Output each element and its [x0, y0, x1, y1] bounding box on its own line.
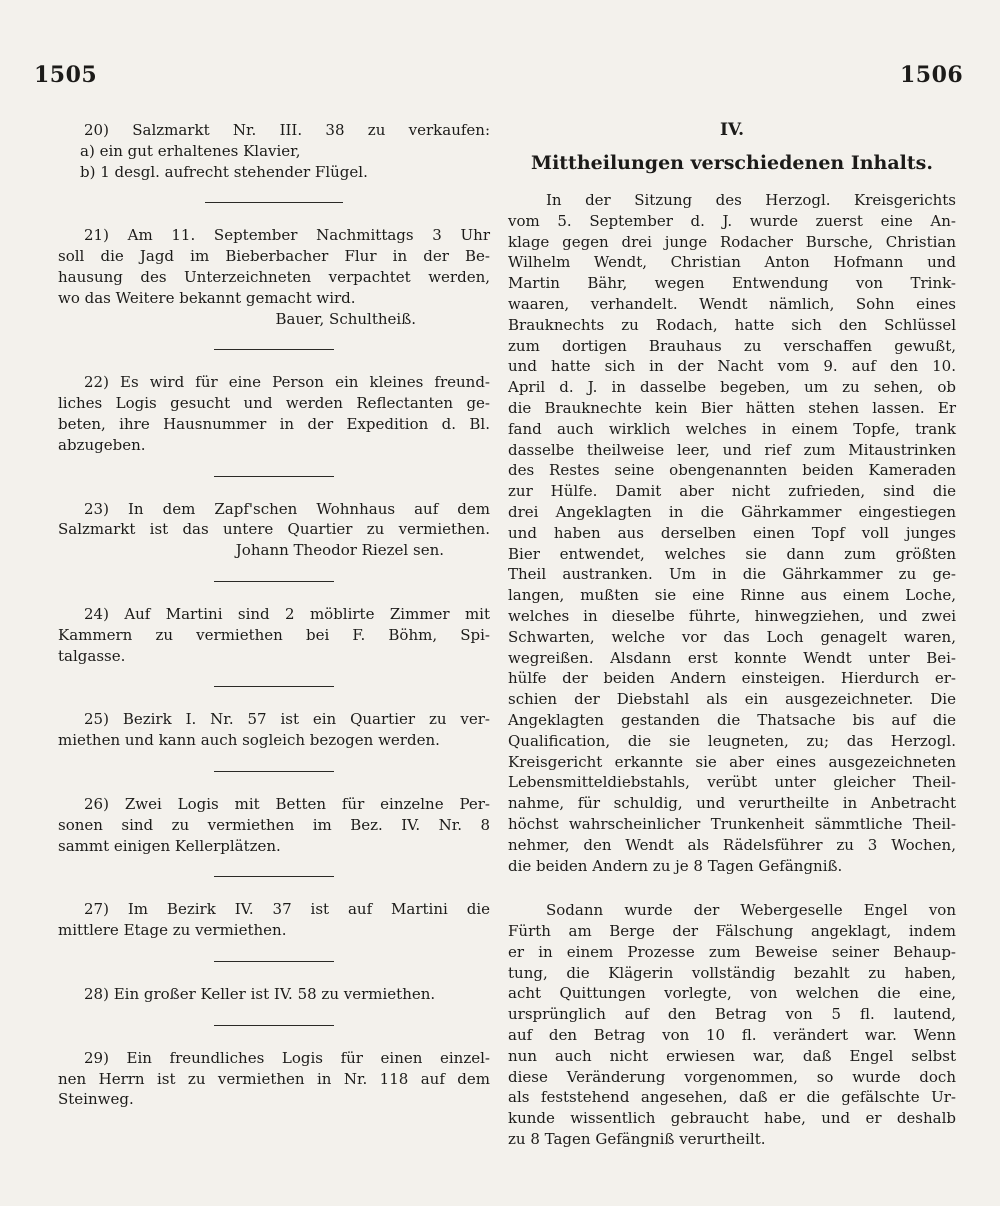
- divider-rule: [214, 961, 334, 962]
- article-line: hülfe der beiden Andern einsteigen. Hierdurch er-: [508, 669, 956, 688]
- ad-line: Steinweg.: [58, 1090, 134, 1109]
- ad-26: [58, 794, 490, 856]
- article-paragraph-forgery-case: [508, 900, 956, 1150]
- article-line: die Brauknechte kein Bier hätten stehen lassen. Er: [508, 398, 956, 417]
- article-line: acht Quittungen vorlegte, von welchen die eine,: [508, 984, 956, 1003]
- ad-signature: Johann Theodor Riezel sen.: [235, 541, 444, 560]
- ad-line: 23) In dem Zapf'schen Wohnhaus auf dem: [84, 499, 490, 518]
- article-line: nehmer, den Wendt als Rädelsführer zu 3 Wochen,: [508, 835, 956, 854]
- article-line: zur Hülfe. Damit aber nicht zufrieden, sind die: [508, 482, 956, 501]
- ad-line: nen Herrn ist zu vermiethen in Nr. 118 auf dem: [58, 1069, 490, 1088]
- article-line: Martin Bähr, wegen Entwendung von Trink-: [508, 274, 956, 293]
- article-line: Sodann wurde der Webergeselle Engel von: [546, 901, 956, 920]
- ad-line: 21) Am 11. September Nachmittags 3 Uhr: [84, 226, 490, 245]
- ad-27: [58, 899, 490, 941]
- ad-line: mittlere Etage zu vermiethen.: [58, 921, 287, 940]
- ad-line: 22) Es wird für eine Person ein kleines freund-: [84, 373, 490, 392]
- divider-rule: [214, 876, 334, 877]
- article-line: Brauknechts zu Rodach, hatte sich den Schlüssel: [508, 315, 956, 334]
- ad-line: abzugeben.: [58, 435, 146, 454]
- ad-line: 29) Ein freundliches Logis für einen einzel-: [84, 1048, 490, 1067]
- article-line: drei Angeklagten in die Gährkammer eingestiegen: [508, 502, 956, 521]
- page-number-right: 1506: [900, 62, 964, 88]
- divider-rule: [214, 686, 334, 687]
- article-line: auf den Betrag von 10 fl. verändert war. Wenn: [508, 1026, 956, 1045]
- divider-rule: [214, 1025, 334, 1026]
- article-line: zum dortigen Brauhaus zu verschaffen gewußt,: [508, 336, 956, 355]
- ad-29: [58, 1048, 490, 1110]
- article-line: nahme, für schuldig, und verurtheilte in Anbetracht: [508, 794, 956, 813]
- ad-23: [58, 499, 490, 561]
- article-paragraph-court-session: [508, 190, 956, 876]
- ad-line: talgasse.: [58, 646, 126, 665]
- ad-line: Kammern zu vermiethen bei F. Böhm, Spi-: [58, 625, 490, 644]
- article-line: nun auch nicht erwiesen war, daß Engel selbst: [508, 1046, 956, 1065]
- article-line: tung, die Klägerin vollständig bezahlt zu haben,: [508, 963, 956, 982]
- divider-rule: [205, 202, 343, 203]
- ad-line: sammt einigen Kellerplätzen.: [58, 836, 281, 855]
- ad-line: wo das Weitere bekannt gemacht wird.: [58, 288, 356, 307]
- page-number-left: 1505: [34, 62, 98, 88]
- ad-25: [58, 709, 490, 751]
- article-line: Fürth am Berge der Fälschung angeklagt, indem: [508, 922, 956, 941]
- ad-24: [58, 604, 490, 666]
- article-line: Angeklagten gestanden die Thatsache bis auf die: [508, 710, 956, 729]
- article-line: In der Sitzung des Herzogl. Kreisgerichts: [546, 191, 956, 209]
- article-line: die beiden Andern zu je 8 Tagen Gefängniß.: [508, 856, 843, 875]
- article-line: fand auch wirklich welches in einem Topfe, trank: [508, 419, 956, 438]
- article-line: Bier entwendet, welches sie dann zum größten: [508, 544, 956, 563]
- ad-line: 25) Bezirk I. Nr. 57 ist ein Quartier zu ver-: [84, 710, 490, 729]
- ad-line: 27) Im Bezirk IV. 37 ist auf Martini die: [84, 900, 490, 919]
- section-number: IV.: [719, 120, 745, 140]
- article-line: schien der Diebstahl als ein ausgezeichneter. Die: [508, 690, 956, 709]
- article-line: Lebensmitteldiebstahls, verübt unter gleicher Theil-: [508, 773, 956, 792]
- ad-line: soll die Jagd im Bieberbacher Flur in der Be-: [58, 247, 490, 266]
- ad-line: hausung des Unterzeichneten verpachtet werden,: [58, 267, 490, 286]
- divider-rule: [214, 349, 334, 350]
- divider-rule: [214, 476, 334, 477]
- ad-line: 26) Zwei Logis mit Betten für einzelne Per-: [84, 794, 490, 813]
- left-column-ads: [58, 120, 490, 1110]
- article-line: zu 8 Tagen Gefängniß verurtheilt.: [508, 1130, 766, 1149]
- article-line: wegreißen. Alsdann erst konnte Wendt unter Bei-: [508, 648, 956, 667]
- article-line: vom 5. September d. J. wurde zuerst eine An-: [508, 211, 956, 230]
- ad-21: [58, 225, 490, 329]
- article-line: dasselbe theilweise leer, und rief zum Mitaustrinken: [508, 440, 956, 459]
- ad-line: Salzmarkt ist das untere Quartier zu vermiethen.: [58, 520, 490, 539]
- divider-rule: [214, 581, 334, 582]
- ad-line: beten, ihre Hausnummer in der Expedition d. Bl.: [58, 414, 490, 433]
- article-line: Theil austranken. Um in die Gährkammer zu ge-: [508, 565, 956, 584]
- article-line: waaren, verhandelt. Wendt nämlich, Sohn eines: [508, 294, 956, 313]
- ad-28: [58, 984, 490, 1005]
- ad-line: sonen sind zu vermiethen im Bez. IV. Nr. 8: [58, 815, 490, 834]
- ad-line: miethen und kann auch sogleich bezogen werden.: [58, 731, 440, 750]
- ad-line: b) 1 desgl. aufrecht stehender Flügel.: [80, 162, 368, 181]
- paragraph-gap: [508, 876, 956, 900]
- ad-line: a) ein gut erhaltenes Klavier,: [80, 141, 301, 160]
- article-line: Qualification, die sie leugneten, zu; das Herzogl.: [508, 731, 956, 750]
- article-line: welches in dieselbe führte, hinwegziehen, und zwei: [508, 606, 956, 625]
- article-line: ursprünglich auf den Betrag von 5 fl. lautend,: [508, 1005, 956, 1024]
- divider-rule: [214, 771, 334, 772]
- ad-line: 24) Auf Martini sind 2 möblirte Zimmer mit: [84, 604, 490, 623]
- article-line: als feststehend angesehen, daß er die gefälschte Ur-: [508, 1088, 956, 1107]
- article-line: Schwarten, welche vor das Loch genagelt waren,: [508, 627, 956, 646]
- article-line: diese Veränderung vorgenommen, so wurde doch: [508, 1067, 956, 1086]
- article-line: er in einem Prozesse zum Beweise seiner Behaup-: [508, 942, 956, 961]
- ad-signature: Bauer, Schultheiß.: [275, 309, 416, 328]
- ad-line: liches Logis gesucht und werden Reflectanten ge-: [58, 394, 490, 413]
- article-line: Kreisgericht erkannte sie aber eines ausgezeichneten: [508, 752, 956, 771]
- ad-line: 28) Ein großer Keller ist IV. 58 zu vermiethen.: [84, 984, 436, 1003]
- ad-22: [58, 372, 490, 455]
- article-line: langen, mußten sie eine Rinne aus einem Loche,: [508, 586, 956, 605]
- article-line: April d. J. in dasselbe begeben, um zu sehen, ob: [508, 378, 956, 397]
- article-line: kunde wissentlich gebraucht habe, und er deshalb: [508, 1109, 956, 1128]
- section-title: Mittheilungen verschiedenen Inhalts.: [531, 152, 933, 174]
- ad-line: 20) Salzmarkt Nr. III. 38 zu verkaufen:: [84, 121, 490, 139]
- article-line: klage gegen drei junge Rodacher Bursche, Christian: [508, 232, 956, 251]
- right-column-articles: [508, 120, 956, 1150]
- article-line: höchst wahrscheinlicher Trunkenheit sämmtliche Theil-: [508, 814, 956, 833]
- article-line: Wilhelm Wendt, Christian Anton Hofmann und: [508, 253, 956, 272]
- article-line: des Restes seine obengenannten beiden Kameraden: [508, 461, 956, 480]
- article-line: und haben aus derselben einen Topf voll junges: [508, 523, 956, 542]
- ad-20: [58, 120, 490, 182]
- article-line: und hatte sich in der Nacht vom 9. auf den 10.: [508, 357, 956, 376]
